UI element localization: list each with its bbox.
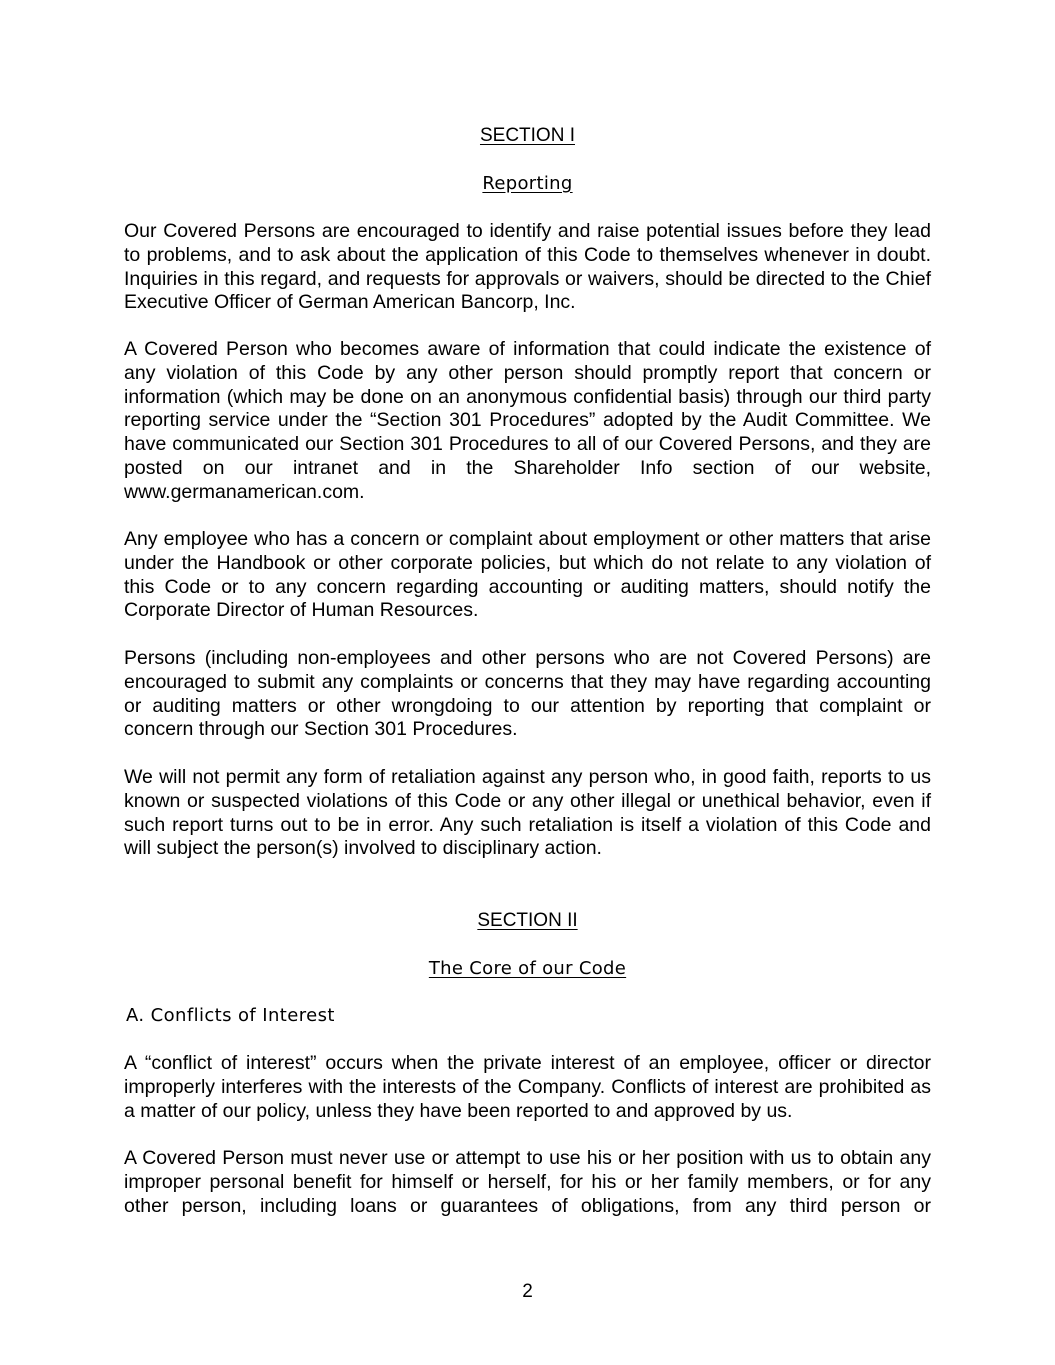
paragraph: Any employee who has a concern or complaint about employment or other matters that arise under the Handbook or other corporate policies, but which do not relate to any violation of this Code or to any concern regarding accounting or auditing matters, should notify the Corporate Director of Human Resources.	[124, 528, 931, 622]
reporting-title-text: Reporting	[482, 173, 573, 194]
paragraph: A Covered Person who becomes aware of information that could indicate the existence of any violation of this Code by any other person should promptly report that concern or information (which may be done on an anonymous confidential basis) through our third party reporting service under the “Section 301 Procedures” adopted by the Audit Committee. We have communicated our Section 301 Procedures to all of our Covered Persons, and they are posted on our intranet and in the Shareholder Info section of our website, www.germanamerican.com.	[124, 338, 931, 503]
core-title-text: The Core of our Code	[428, 958, 627, 979]
section-ii-heading	[0, 909, 1055, 933]
reporting-title	[0, 172, 1055, 196]
paragraph: A “conflict of interest” occurs when the private interest of an employee, officer or director improperly interferes with the interests of the Company. Conflicts of interest are prohibited as a matter of our policy, unless they have been reported to and approved by us.	[124, 1052, 931, 1122]
section-ii-heading-text: SECTION II	[477, 910, 578, 931]
core-title	[0, 957, 1055, 981]
paragraph: A Covered Person must never use or attempt to use his or her position with us to obtain any improper personal benefit for himself or herself, for his or her family members, or for any other person, including loans or guarantees of obligations, from any third person or	[124, 1147, 931, 1217]
conflicts-subheading: A. Conflicts of Interest	[126, 1005, 335, 1026]
section-i-heading-text: SECTION I	[479, 125, 575, 146]
page-number: 2	[522, 1281, 533, 1302]
paragraph: We will not permit any form of retaliation against any person who, in good faith, reports to us known or suspected violations of this Code or any other illegal or unethical behavior, even if such report turns out to be in error. Any such retaliation is itself a violation of this Code and will subject the person(s) involved to disciplinary action.	[124, 766, 931, 860]
paragraph: Our Covered Persons are encouraged to identify and raise potential issues before they lead to problems, and to ask about the application of this Code to themselves whenever in doubt. Inquiries in this regard, and requests for approvals or waivers, should be directed to the Chief Executive Officer of German American Bancorp, Inc.	[124, 220, 931, 314]
section-i-heading	[0, 124, 1055, 148]
paragraph: Persons (including non-employees and other persons who are not Covered Persons) are encouraged to submit any complaints or concerns that they may have regarding accounting or auditing matters or other wrongdoing to our attention by reporting that complaint or concern through our Section 301 Procedures.	[124, 647, 931, 741]
